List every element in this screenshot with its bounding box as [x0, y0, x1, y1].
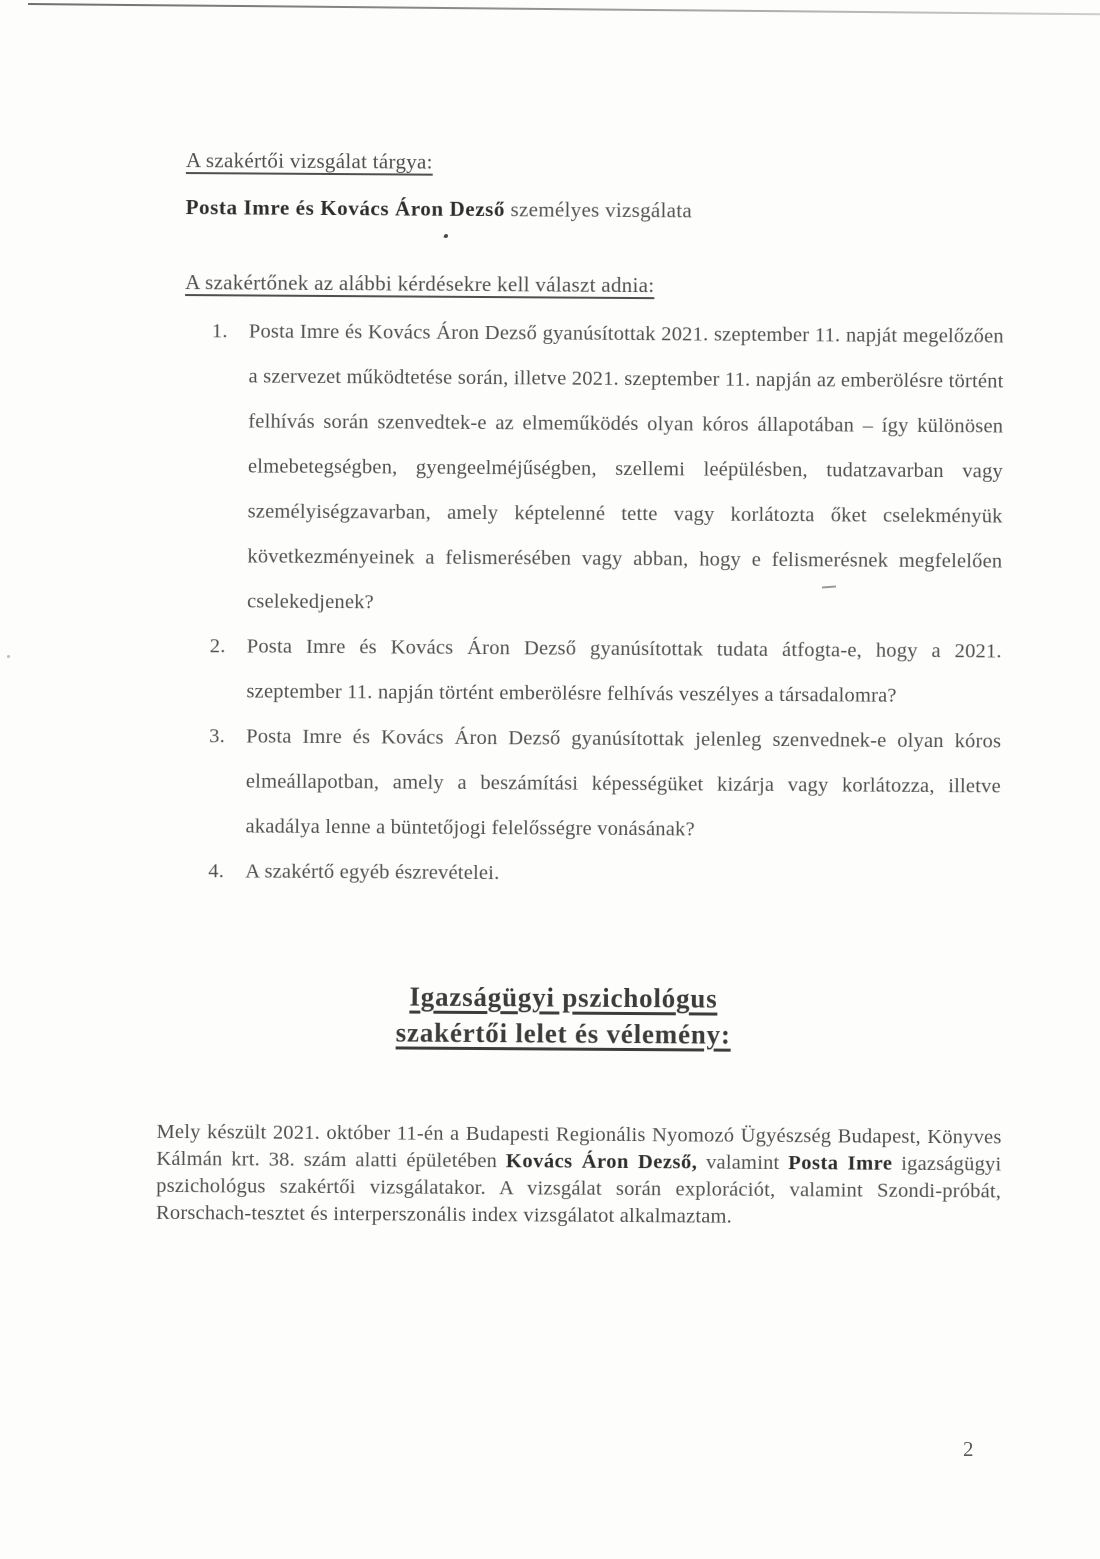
- scan-speck-artifact: [7, 655, 10, 658]
- subject-line: [0, 194, 1100, 226]
- question-number: 1.: [211, 320, 228, 343]
- subject-rest: személyes vizsgálata: [504, 197, 693, 223]
- intro-paragraph-part3: igazságügyi pszichológus szakértői vizsgálatakor. A vizsgálat során explorációt, valamint Szondi-próbát, Rorschach-tesztet és interperszonális index vizsgálatot alkalmaztam.: [155, 1152, 1002, 1228]
- question-number: 3.: [209, 725, 226, 748]
- intro-paragraph: [156, 1119, 1002, 1233]
- question-number: 2.: [209, 635, 226, 658]
- question-text: Posta Imre és Kovács Áron Dezső gyanúsítottak 2021. szeptember 11. napját megelőzően a szervezet működtetése során, illetve 2021. szeptember 11. napján az emberölésre történt felhívás során szenvedtek-e az elmeműködés olyan kóros állapotában – így különösen elmebetegségben, gyengeelméjűségben, szellemi leépülésben, tudatzavarban vagy személyiségzavarban, amely képtelenné tette vagy korlátozta őket cselekményük következményeinek a felismerésében vagy abban, hogy e felismerésnek megfelelően cselekedjenek?: [247, 320, 1004, 614]
- intro-paragraph-bold-name1: Kovács Áron Dezső,: [505, 1150, 698, 1174]
- report-title: [0, 977, 1095, 1055]
- question-number: 4.: [208, 860, 225, 883]
- questions-heading: A szakértőnek az alábbi kérdésekre kell választ adnia:: [185, 270, 655, 298]
- question-text: Posta Imre és Kovács Áron Dezső gyanúsítottak jelenleg szenvednek-e olyan kóros elmeállapotban, amely a beszámítási képességüket kizárja vagy korlátozza, illetve akadálya lenne a büntetőjogi felelősségre vonásának?: [245, 725, 1002, 841]
- intro-paragraph-bold-name2: Posta Imre: [788, 1152, 893, 1175]
- question-text: A szakértő egyéb észrevételei.: [245, 860, 500, 885]
- question-item-3: [208, 714, 1096, 855]
- subject-heading: A szakértői vizsgálat tárgya:: [185, 148, 433, 174]
- intro-paragraph-part2: valamint: [697, 1151, 789, 1175]
- page-number: 2: [963, 1437, 974, 1461]
- report-title-line1: Igazságügyi pszichológus: [409, 981, 718, 1014]
- intro-paragraph-part1: Mely készült 2021. október 11-én a Budapesti Regionális Nyomozó Ügyészség Budapest, Könyves Kálmán krt. 38. szám alatti épületében: [156, 1120, 1002, 1173]
- question-item-2: [209, 624, 1097, 720]
- question-item-1: [210, 309, 1099, 630]
- report-title-line2: szakértői lelet és vélemény:: [395, 1017, 731, 1050]
- questions-list: [0, 308, 1099, 900]
- question-item-4: [208, 849, 1095, 900]
- question-text: Posta Imre és Kovács Áron Dezső gyanúsítottak tudata átfogta-e, hogy a 2021. szeptember 11. napján történt emberölésre felhívás veszélyes a társadalomra?: [246, 635, 1002, 707]
- subject-names: Posta Imre és Kovács Áron Dezső: [185, 195, 506, 222]
